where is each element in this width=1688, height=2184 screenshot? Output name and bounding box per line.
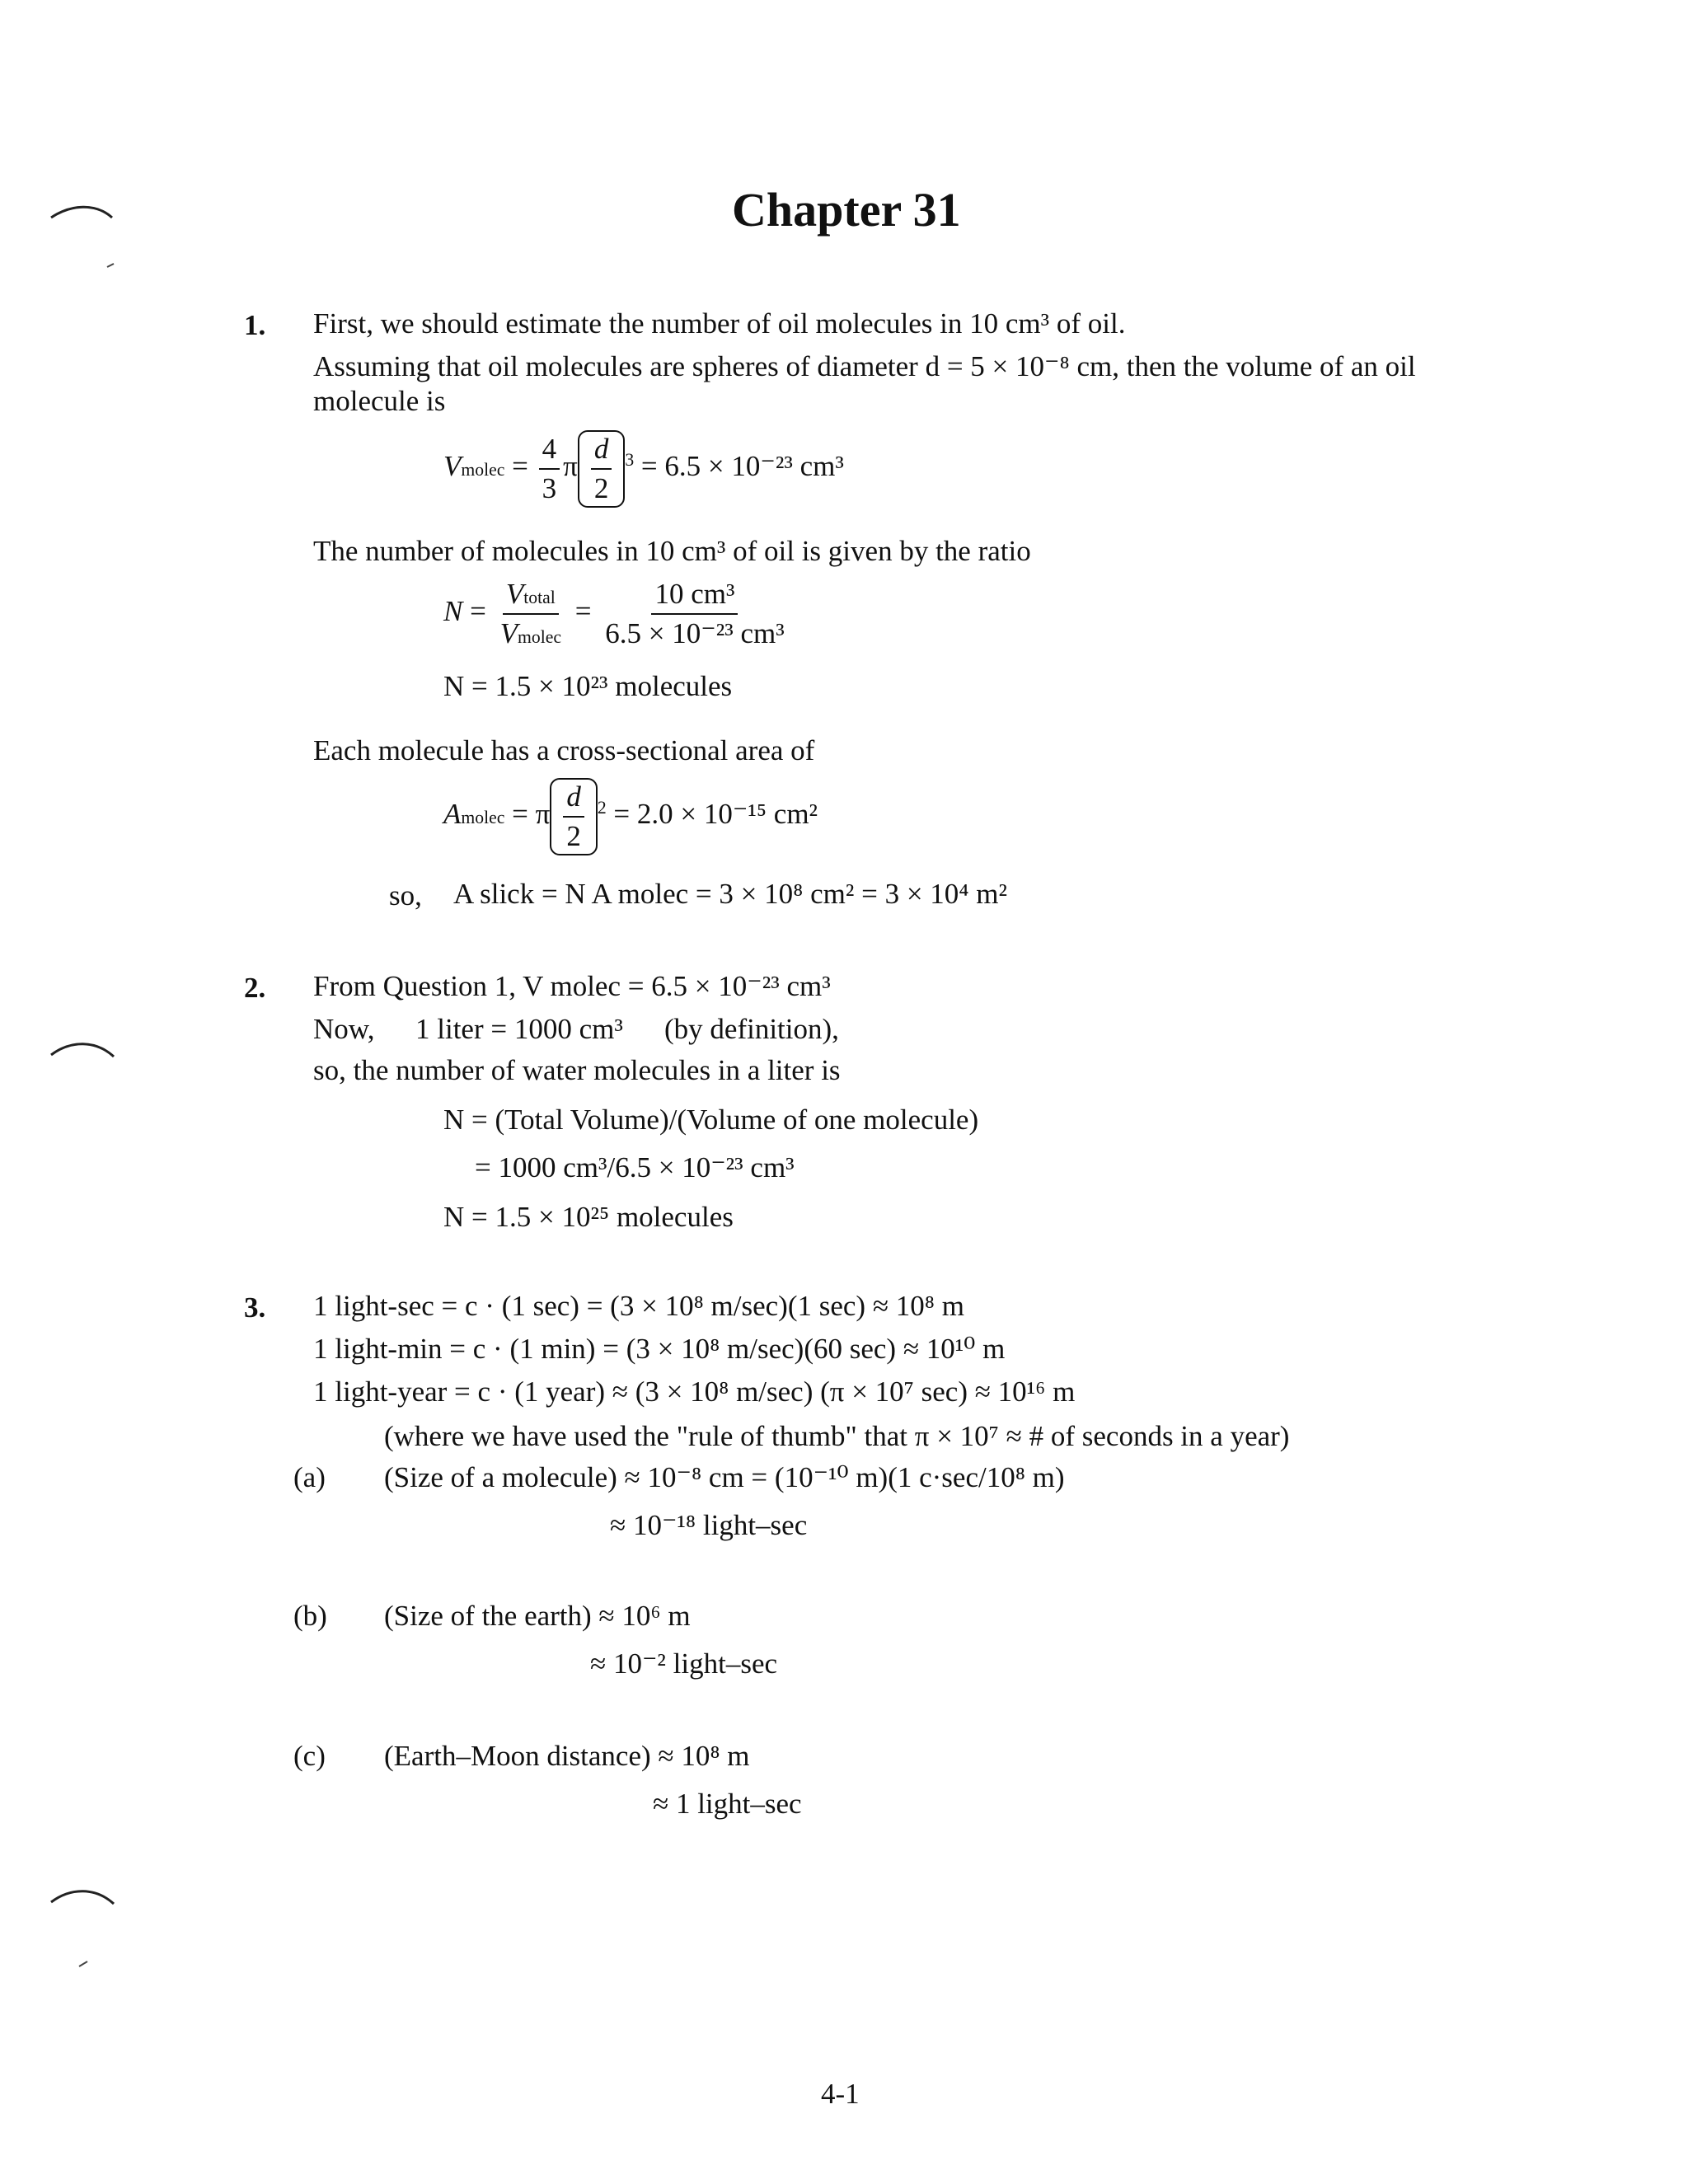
q1-so-label: so, [389,879,422,912]
question-2-number: 2. [244,972,266,1004]
q1-aslick-equation: A slick = N A molec = 3 × 10⁸ cm² = 3 × 10⁴ m² [453,878,1007,910]
binder-mark-bottom [46,1879,120,1978]
q1-n-result: N = 1.5 × 10²³ molecules [443,670,733,702]
q3-light-min: 1 light-min = c · (1 min) = (3 × 10⁸ m/sec)(60 sec) ≈ 10¹⁰ m [313,1333,1006,1365]
binder-mark-top [46,198,120,280]
q1-intro-text: First, we should estimate the number of oil molecules in 10 cm³ of oil. [313,307,1126,340]
q3-part-a-line-2: ≈ 10⁻¹⁸ light–sec [610,1509,808,1541]
question-1-number: 1. [244,309,266,341]
q3-part-c-label: (c) [293,1740,326,1772]
q1-assumption-text: Assuming that oil molecules are spheres of diameter d = 5 × 10⁻⁸ cm, then the volume of an oil [313,350,1416,382]
q1-n-equation: N = $\frac{\text{Vtotal}}{\text{Vmolec}}$ = $\frac{\text{10 cm³}}{\text{6.5 × 10⁻²³ cm³}}$ [443,577,791,651]
q1-assumption-text-cont: molecule is [313,385,446,417]
q2-definition-note: (by definition), [664,1013,839,1045]
binder-mark-middle [46,1030,120,1080]
page-number: 4-1 [821,2078,860,2110]
q2-equation-1: N = (Total Volume)/(Volume of one molecule) [443,1104,979,1136]
q1-n-numerator: 10 cm³ [651,577,738,615]
q3-part-b-label: (b) [293,1600,327,1632]
q3-part-c-line-2: ≈ 1 light–sec [653,1788,802,1820]
q3-part-a-label: (a) [293,1461,326,1493]
q3-rule-of-thumb: (where we have used the "rule of thumb" that π × 10⁷ ≈ # of seconds in a year) [384,1420,1290,1452]
page-title: Chapter 31 [732,183,961,237]
q1-vmolec-equation: Vmolec = $\frac{4}{3}$ π $\frac{d}{2}$ $^3$ = 6.5 × 10⁻²³ cm³ [443,430,844,508]
question-3-number: 3. [244,1291,266,1324]
q2-count-text: so, the number of water molecules in a liter is [313,1054,841,1086]
q3-light-sec: 1 light-sec = c · (1 sec) = (3 × 10⁸ m/sec)(1 sec) ≈ 10⁸ m [313,1290,964,1322]
q1-ratio-text: The number of molecules in 10 cm³ of oil is given by the ratio [313,535,1031,567]
q2-now-label: Now, [313,1013,375,1045]
q1-area-text: Each molecule has a cross-sectional area of [313,734,815,766]
q3-part-c-line-1: (Earth–Moon distance) ≈ 10⁸ m [384,1740,750,1772]
q3-part-b-line-2: ≈ 10⁻² light–sec [590,1647,778,1680]
q1-vmolec-result: = 6.5 × 10⁻²³ cm³ [640,450,844,483]
q2-equation-3: N = 1.5 × 10²⁵ molecules [443,1201,734,1233]
q3-part-b-line-1: (Size of the earth) ≈ 10⁶ m [384,1600,691,1632]
q1-amolec-result: = 2.0 × 10⁻¹⁵ cm² [613,798,818,831]
q1-amolec-equation: Amolec = π $\frac{d}{2}$ $^2$ = 2.0 × 10⁻¹⁵ cm² [443,778,818,855]
q2-equation-2: = 1000 cm³/6.5 × 10⁻²³ cm³ [475,1151,795,1183]
q1-n-denominator: 6.5 × 10⁻²³ cm³ [605,617,785,649]
q2-vmolec-line: From Question 1, V molec = 6.5 × 10⁻²³ cm³ [313,970,831,1002]
q2-liter-definition: 1 liter = 1000 cm³ [415,1013,623,1045]
q3-part-a-line-1: (Size of a molecule) ≈ 10⁻⁸ cm = (10⁻¹⁰ m)(1 c·sec/10⁸ m) [384,1461,1065,1493]
q3-light-year: 1 light-year = c · (1 year) ≈ (3 × 10⁸ m/sec) (π × 10⁷ sec) ≈ 10¹⁶ m [313,1376,1076,1408]
